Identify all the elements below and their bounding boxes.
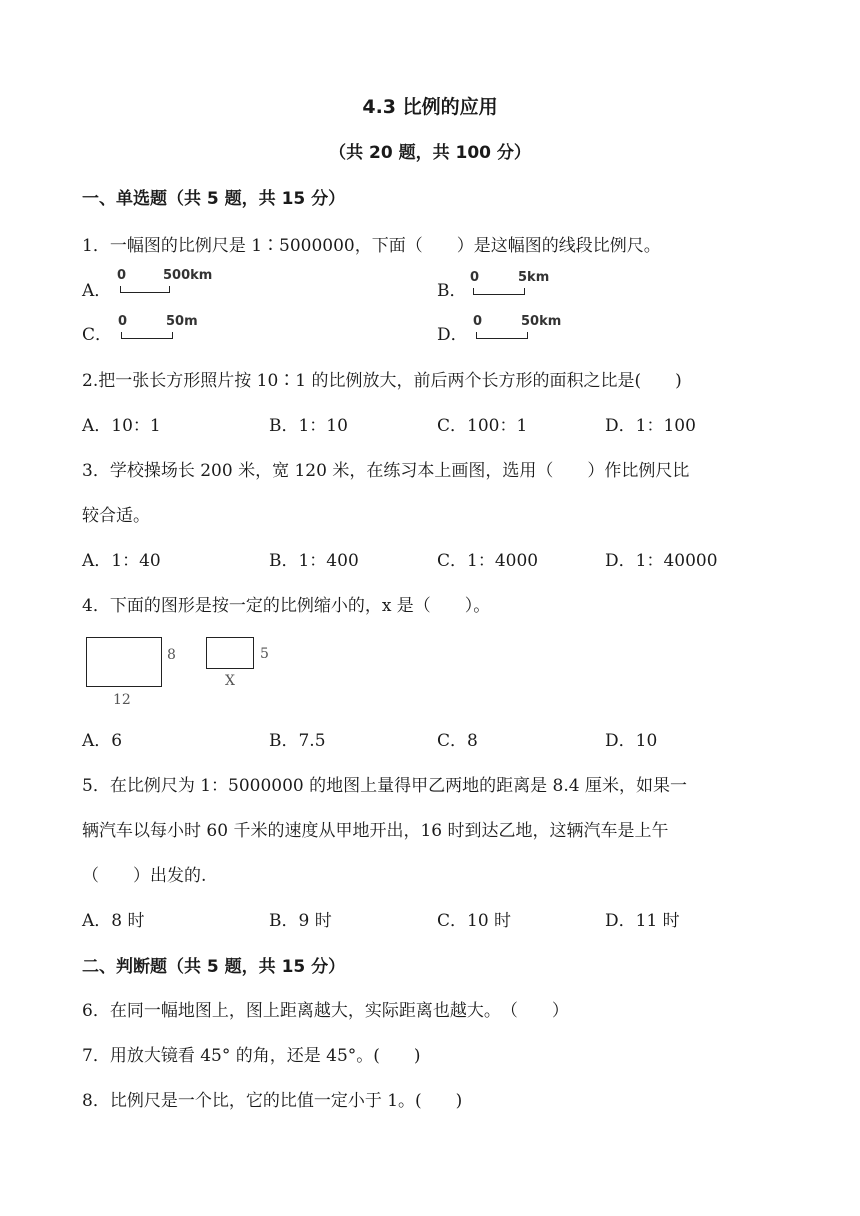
scale-segment [120, 286, 170, 293]
question-2: 2.把一张长方形照片按 10∶1 的比例放大，前后两个长方形的面积之比是( ) [82, 371, 682, 391]
q4-option-b: B．7.5 [269, 731, 326, 751]
section-heading-true-false: 二、判断题（共 5 题，共 15 分） [82, 957, 346, 977]
scale-end-label: 50km [521, 314, 562, 329]
question-3-line-1: 3．学校操场长 200 米，宽 120 米，在练习本上画图，选用（ ）作比例尺比 [82, 461, 690, 481]
question-6: 6．在同一幅地图上，图上距离越大，实际距离也越大。 （ ） [82, 1001, 569, 1021]
q1-option-c-scale-bar [116, 314, 216, 344]
scale-segment [121, 332, 173, 339]
question-4: 4．下面的图形是按一定的比例缩小的，x 是（ ）。 [82, 596, 491, 616]
scale-end-label: 5km [518, 270, 550, 285]
scale-end-label: 50m [166, 314, 198, 329]
question-5-line-3: （ ）出发的. [82, 866, 207, 886]
q2-option-c: C．100：1 [437, 416, 528, 436]
q2-option-a: A．10：1 [82, 416, 161, 436]
section-heading-single-choice: 一、单选题（共 5 题，共 15 分） [82, 189, 346, 209]
q1-option-d-letter: D． [437, 325, 468, 345]
scale-zero-label: 0 [473, 314, 483, 329]
q1-option-b-scale-bar [468, 270, 568, 300]
q5-option-b: B．9 时 [269, 911, 332, 931]
scale-zero-label: 0 [117, 268, 127, 283]
question-5-line-1: 5．在比例尺为 1：5000000 的地图上量得甲乙两地的距离是 8.4 厘米，如果一 [82, 776, 687, 796]
scale-segment [476, 332, 528, 339]
question-7: 7．用放大镜看 45° 的角，还是 45°。( ) [82, 1046, 421, 1066]
q2-option-b: B．1：10 [269, 416, 348, 436]
q1-option-c-letter: C． [82, 325, 113, 345]
q1-option-a-letter: A． [82, 281, 112, 301]
q5-option-d: D．11 时 [605, 911, 680, 931]
q4-option-d: D．10 [605, 731, 658, 751]
page-title: 4.3 比例的应用 [362, 96, 498, 118]
scale-zero-label: 0 [470, 270, 480, 285]
q4-small-width-label: X [225, 673, 235, 689]
q4-large-width-label: 12 [113, 692, 131, 708]
question-8: 8．比例尺是一个比，它的比值一定小于 1。( ) [82, 1091, 463, 1111]
q3-option-d: D．1：40000 [605, 551, 718, 571]
q3-option-b: B．1：400 [269, 551, 359, 571]
page-subtitle: （共 20 题，共 100 分） [329, 143, 531, 163]
q4-option-c: C．8 [437, 731, 478, 751]
q2-option-d: D．1：100 [605, 416, 696, 436]
question-3-line-2: 较合适。 [82, 506, 150, 526]
q5-option-a: A．8 时 [82, 911, 145, 931]
q1-option-a-scale-bar [115, 268, 225, 298]
scale-end-label: 500km [163, 268, 213, 283]
q1-option-d-scale-bar [471, 314, 571, 344]
q4-large-rectangle [86, 637, 162, 687]
q4-small-height-label: 5 [260, 646, 269, 662]
q4-small-rectangle [206, 637, 254, 669]
scale-zero-label: 0 [118, 314, 128, 329]
q3-option-c: C．1：4000 [437, 551, 539, 571]
q4-large-height-label: 8 [167, 647, 176, 663]
q3-option-a: A．1：40 [82, 551, 161, 571]
q1-option-b-letter: B． [437, 281, 467, 301]
question-5-line-2: 辆汽车以每小时 60 千米的速度从甲地开出，16 时到达乙地，这辆汽车是上午 [82, 821, 669, 841]
question-1: 1．一幅图的比例尺是 1∶5000000，下面（ ）是这幅图的线段比例尺。 [82, 236, 661, 256]
q5-option-c: C．10 时 [437, 911, 512, 931]
scale-segment [473, 288, 525, 295]
q4-option-a: A．6 [82, 731, 123, 751]
